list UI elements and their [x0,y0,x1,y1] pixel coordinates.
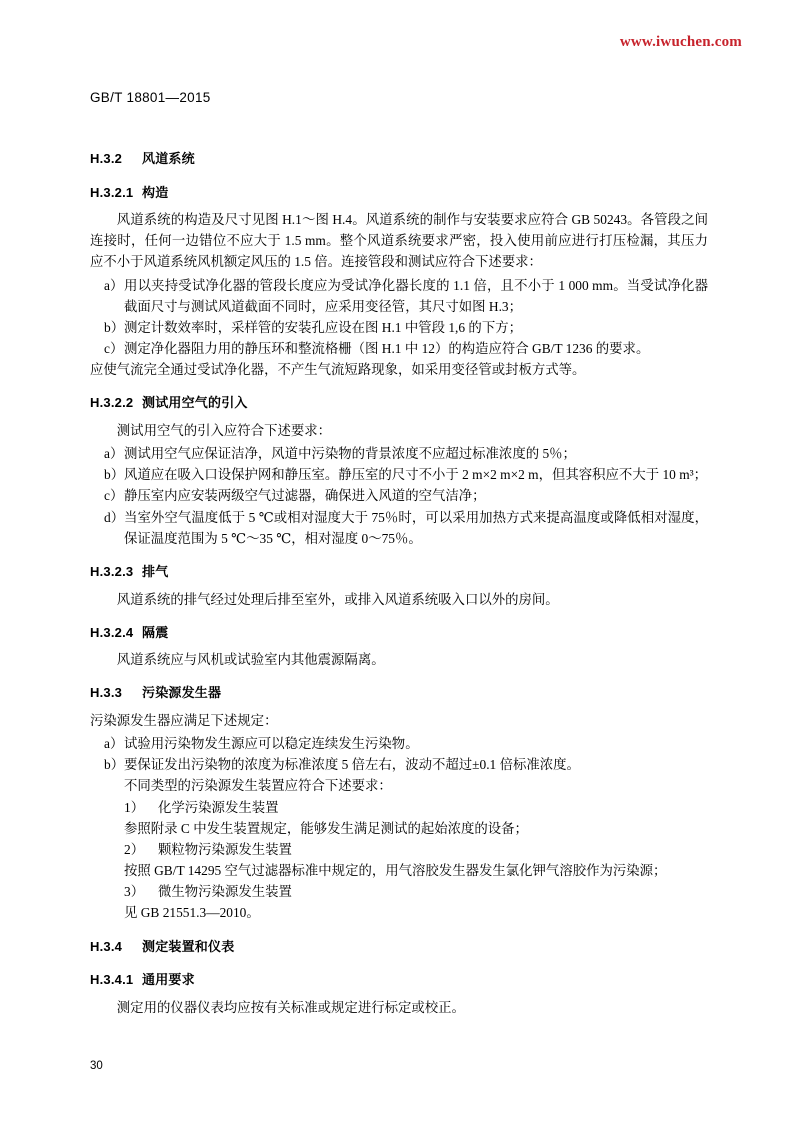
list-h33 [90,733,708,775]
list-marker-a: a） [104,446,124,462]
list-item [90,317,708,338]
list-text-1: 化学污染源发生装置 [158,799,279,815]
heading-h-3-2 [90,149,708,170]
heading-h-3-4-1 [90,970,708,991]
list-item [90,275,708,317]
paragraph-h321-intro: 风道系统的构造及尺寸见图 H.1～图 H.4。风道系统的制作与安装要求应符合 GB 50243。各管段之间连接时，任何一边错位不应大于 1.5 mm。整个风道系统要求严密，投入使用前应进行打压检漏，其压力应不小于风道系统风机额定风压的 1.5 倍。连接管段和测试应符合下述要求： [90,212,708,270]
heading-h-3-2-3-title: 排气 [142,564,169,579]
heading-h-3-2-4 [90,623,708,644]
list-item [90,443,708,464]
list-item [90,338,708,359]
list-h322 [90,443,708,549]
heading-h-3-2-2-title: 测试用空气的引入 [142,395,248,411]
heading-h-3-3 [90,683,708,704]
heading-h-3-3-number: H.3.3 [90,685,123,701]
heading-h-3-4-1-number: H.3.4.1 [90,972,134,988]
list-item [124,839,708,860]
list-item [124,797,708,818]
list-marker-c: c） [104,341,124,357]
heading-h-3-4-number: H.3.4 [90,938,123,954]
watermark: www.iwuchen.com [619,34,742,50]
heading-h-3-2-2 [90,393,708,414]
list-item [90,464,708,485]
heading-h-3-2-1-number: H.3.2.1 [90,184,134,200]
list-h33-sub [124,797,708,924]
heading-h-3-2-number: H.3.2 [90,151,123,166]
list-marker-a: a） [104,736,124,752]
list-marker-b: b） [104,319,125,335]
list-item [90,507,708,549]
list-text-a: 用以夹持受试净化器的管段长度应为受试净化器长度的 1.1 倍，且不小于 1 000 mm。当受试净化器截面尺寸与测试风道截面不同时，应采用变径管，其尺寸如图 H.3； [124,277,708,314]
list-text-c: 测定净化器阻力用的静压环和整流格栅（图 H.1 中 12）的构造应符合 GB/T 1236 的要求。 [124,341,650,357]
list-marker-1: 1） [124,799,145,815]
paragraph-h33-intro: 污染源发生器应满足下述规定： [90,712,278,728]
paragraph-h33-3-note: 见 GB 21551.3—2010。 [124,905,260,921]
list-text-3: 微生物污染源发生装置 [158,884,292,900]
list-item [90,733,708,754]
heading-h-3-2-1 [90,183,708,204]
list-text-2: 颗粒物污染源发生装置 [158,841,292,857]
heading-h-3-2-4-title: 隔震 [142,624,169,640]
paragraph-h33-2-note: 按照 GB/T 14295 空气过滤器标准中规定的，用气溶胶发生器发生氯化钾气溶胶作为污染源； [124,863,667,879]
list-marker-b: b） [104,467,125,483]
heading-h-3-4-1-title: 通用要求 [142,972,195,988]
page-number: 30 [90,1060,103,1072]
standard-id-header: GB/T 18801—2015 [90,90,211,105]
list-item [90,754,708,775]
heading-h-3-4 [90,937,708,958]
paragraph-h33-b-note: 不同类型的污染源发生装置应符合下述要求： [124,778,392,794]
paragraph-h321-closing: 应使气流完全通过受试净化器，不产生气流短路现象，如采用变径管或封板方式等。 [90,362,586,378]
heading-h-3-2-3 [90,562,708,583]
heading-h-3-4-title: 测定装置和仪表 [142,938,235,954]
list-text-a: 试验用污染物发生源应可以稳定连续发生污染物。 [124,736,419,752]
heading-h-3-2-4-number: H.3.2.4 [90,624,134,640]
list-marker-d: d） [104,509,125,525]
heading-h-3-2-3-number: H.3.2.3 [90,564,134,579]
heading-h-3-3-title: 污染源发生器 [142,685,222,701]
paragraph-h322-intro: 测试用空气的引入应符合下述要求： [116,422,332,438]
list-text-c: 静压室内应安装两级空气过滤器，确保进入风道的空气洁净； [124,488,486,504]
heading-h-3-2-title: 风道系统 [142,151,195,166]
list-marker-b: b） [104,757,125,773]
heading-h-3-2-2-number: H.3.2.2 [90,395,134,411]
page-content [90,136,708,1020]
list-marker-2: 2） [124,841,145,857]
paragraph-h323: 风道系统的排气经过处理后排至室外，或排入风道系统吸入口以外的房间。 [116,591,559,607]
list-marker-3: 3） [124,884,145,900]
list-text-b: 测定计数效率时，采样管的安装孔应设在图 H.1 中管段 1,6 的下方； [124,319,522,335]
list-item [90,485,708,506]
paragraph-h33-1-note: 参照附录 C 中发生装置规定，能够发生满足测试的起始浓度的设备； [124,820,528,836]
list-text-b: 风道应在吸入口设保护网和静压室。静压室的尺寸不小于 2 m×2 m×2 m，但其容积应不大于 10 m³； [124,467,708,483]
list-item [124,881,708,902]
list-text-a: 测试用空气应保证洁净，风道中污染物的背景浓度不应超过标准浓度的 5％； [124,446,576,462]
list-text-b: 要保证发出污染物的浓度为标准浓度 5 倍左右，波动不超过±0.1 倍标准浓度。 [124,757,580,773]
paragraph-h341: 测定用的仪器仪表均应按有关标准或规定进行标定或校正。 [116,999,465,1015]
heading-h-3-2-1-title: 构造 [142,184,169,200]
list-marker-a: a） [104,277,124,293]
list-h321 [90,275,708,360]
list-marker-c: c） [104,488,124,504]
list-text-d: 当室外空气温度低于 5 ℃或相对湿度大于 75％时，可以采用加热方式来提高温度或降低相对湿度，保证温度范围为 5 ℃～35 ℃，相对湿度 0～75％。 [124,509,708,546]
paragraph-h324: 风道系统应与风机或试验室内其他震源隔离。 [116,652,385,668]
